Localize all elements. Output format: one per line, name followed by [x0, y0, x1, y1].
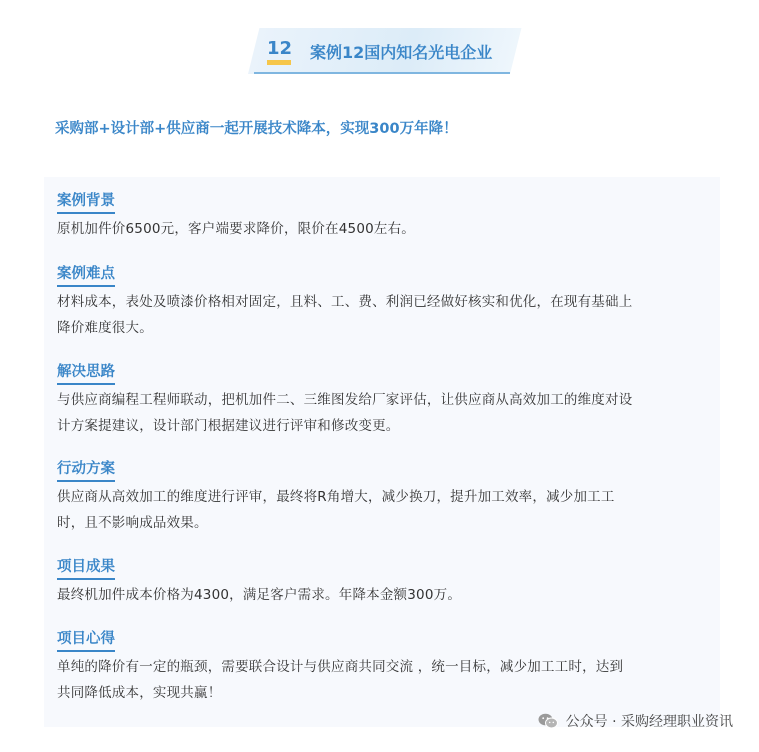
section-title: 解决思路: [57, 362, 115, 385]
section-body: 原机加件价6500元，客户端要求降价，限价在4500左右。: [57, 221, 416, 237]
section-title: 行动方案: [57, 459, 115, 482]
case-number: 12: [267, 38, 293, 59]
footer-text: 公众号 · 采购经理职业资讯: [565, 714, 733, 730]
section-title: 项目心得: [57, 629, 115, 652]
section-body: 最终机加件成本价格为4300，满足客户需求。年降本金额300万。: [57, 587, 462, 603]
section-action-plan: [57, 458, 717, 536]
case-header: [248, 28, 510, 74]
section-difficulty: [57, 263, 717, 341]
section-approach: [57, 361, 717, 439]
section-title: 项目成果: [57, 557, 115, 580]
section-title: 案例背景: [57, 191, 115, 214]
section-results: [57, 556, 717, 608]
section-body: 单纯的降价有一定的瓶颈，需要联合设计与供应商共同交流 ，统一目标，减少加工工时，达到 共同降低成本，实现共赢！: [57, 659, 624, 701]
header-underline: [254, 72, 510, 74]
section-body: 材料成本，表处及喷漆价格相对固定，且料、工、费、利润已经做好核实和优化，在现有基础上 降价难度很大。: [57, 294, 633, 336]
section-background: [57, 190, 717, 242]
wechat-icon: [538, 713, 558, 729]
case-subtitle: 采购部+设计部+供应商一起开展技术降本，实现300万年降！: [55, 121, 458, 137]
case-title: 案例12国内知名光电企业: [310, 43, 493, 62]
header-number-highlight: [267, 60, 291, 65]
section-body: 供应商从高效加工的维度进行评审，最终将R角增大，减少换刀，提升加工效率，减少加工工 时，且不影响成品效果。: [57, 489, 615, 531]
footer-watermark: [538, 711, 733, 731]
section-body: 与供应商编程工程师联动，把机加件二、三维图发给厂家评估，让供应商从高效加工的维度对设 计方案提建议，设计部门根据建议进行评审和修改变更。: [57, 392, 633, 434]
section-takeaways: [57, 628, 717, 706]
section-title: 案例难点: [57, 264, 115, 287]
